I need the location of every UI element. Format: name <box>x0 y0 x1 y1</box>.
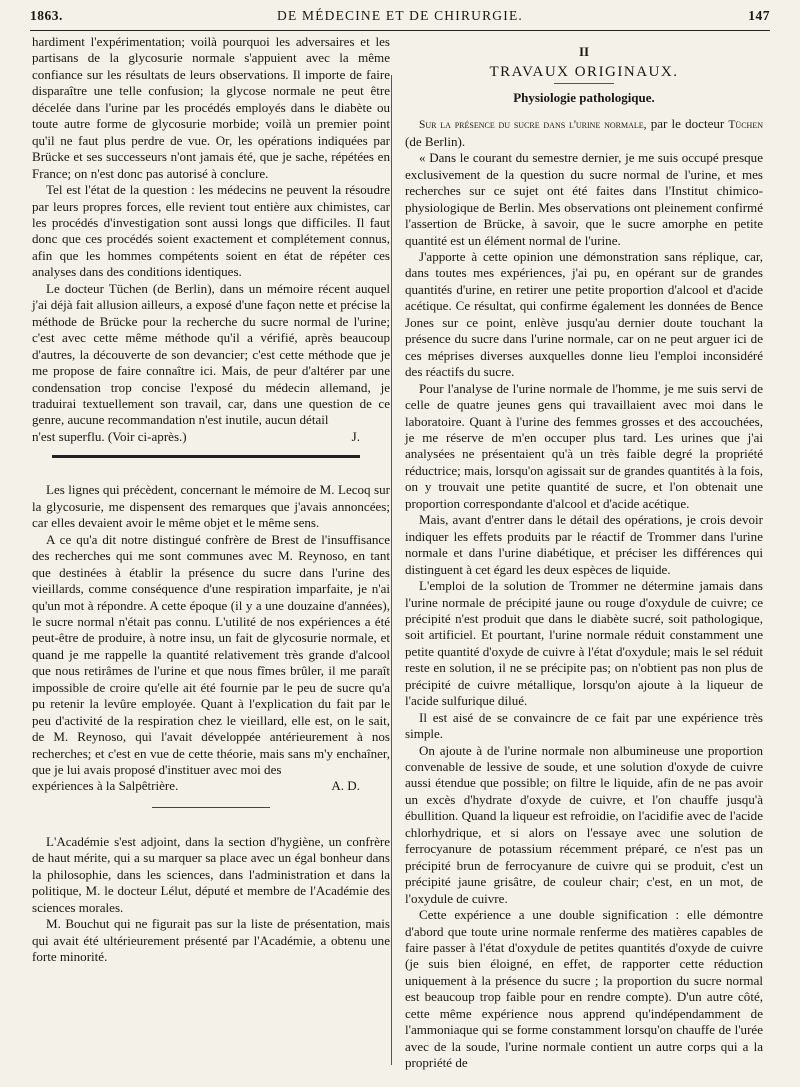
right-paragraph-1: « Dans le courant du semestre dernier, je me suis occupé presque exclusivement de la question du sucre normal de l'urine, et mes recherches sur ce sujet ont été faites dans l'Institut chimico-physiologique de Berlin. Mes observations ont pleinement confirmé l'assertion de Brücke, à savoir, que le sucre amorphe en petite quantité est un élément normal de l'urine. <box>405 150 763 248</box>
right-paragraph-7: On ajoute à de l'urine normale non albumineuse une proportion convenable de lessive de soude, et une solution d'oxyde de cuivre aussi étendue que possible; on filtre le liquide, afin de ne pas avoir un excès d'hydrate d'oxyde de cuivre, et l'on chauffe jusqu'à ébullition. Quand la liqueur est refroidie, on l'acidifie avec de l'acide chlorhydrique, et si alors on l'essaye avec une solution de ferrocyanure de potassium récemment préparé, ce n'est pas un précipité brun de ferrocyanure de cuivre qui se produit, c'est un précipité jaune grisâtre, de couleur chair; c'est, en un mot, de l'oxydule de cuivre. <box>405 742 763 906</box>
right-paragraph-8: Cette expérience a une double signification : elle démontre d'abord que toute urine normale renferme des matières capables de faire passer à l'état d'oxydule de petites quantités d'oxyde de cuivre (je suis bien éloigné, en effet, de rapporter cette réduction uniquement à la présence du sucre ; la proportion du sucre normal est beaucoup trop faible pour en rendre compte). D'un autre côté, cette même expérience nous apprend qu'indépendamment de l'ammoniaque qui se forme constamment lorsqu'on chauffe de l'urée avec de la soude, l'urine normale contient un autre corps qui a la propriété de <box>405 907 763 1071</box>
left-column <box>32 34 390 966</box>
column-divider <box>391 75 392 1065</box>
section-title: TRAVAUX ORIGINAUX. <box>489 64 679 81</box>
left-paragraph-5-closing <box>32 778 390 794</box>
signature: J. <box>351 428 360 444</box>
section-number: II <box>578 44 590 59</box>
section-separator <box>52 455 360 458</box>
page-number: 147 <box>748 8 770 23</box>
right-paragraph-2: J'apporte à cette opinion une démonstration sans réplique, car, dans toutes mes expériences, j'ai pu, en opérant sur de grandes quantités d'urine, en retirer une petite proportion d'alcool et d'acide acétique. Ce résultat, qui confirme également les données de Bence Jones sur ce point, enlève jusqu'au dernier doute touchant la présence du sucre dans l'urine normale, car on ne peut arguer ici de ces méprises diverses auxquelles donne lieu l'emploi inconsidéré des réactifs du sucre. <box>405 248 763 380</box>
right-paragraph-5: L'emploi de la solution de Trommer ne détermine jamais dans l'urine normale de précipité jaune ou rouge d'oxydule de cuivre; ce précipité n'est produit que dans le diabète sucré, soit pathologique, soit artificiel. Et pourtant, l'urine normale réduit constamment une petite quantité d'oxyde de cuivre à l'état d'oxydule; mais le sel réduit reste en solution, il ne se précipite pas; on n'obtient pas non plus de précipité de cuivre métallique, lorsqu'on ajoute à la liqueur de l'acide sulfurique dilué. <box>405 578 763 709</box>
left-paragraph-6: L'Académie s'est adjoint, dans la section d'hygiène, un confrère de haut mérite, qui a su marquer sa place avec un égal bonheur dans la philosophie, dans les sciences, dans l'administration et dans la politique, M. le docteur Lélut, député et membre de l'Académie des sciences morales. <box>32 833 390 915</box>
title-rule <box>554 83 614 84</box>
article-title: Sur la présence du sucre dans l'urine normale, <box>419 119 647 132</box>
left-paragraph-4: Les lignes qui précèdent, concernant le mémoire de M. Lecoq sur la glycosurie, me dispensent des remarques que j'avais annoncées; car elles devaient avoir le même objet et le même sens. <box>32 482 390 531</box>
right-paragraph-4: Mais, avant d'entrer dans le détail des opérations, je crois devoir indiquer les effets produits par le réactif de Trommer dans l'urine normale et dans l'urine diabétique, et préciser les différences qui distinguent à cet égard les deux espèces de liquide. <box>405 512 763 577</box>
signature: A. D. <box>331 778 360 794</box>
closing-line: expériences à la Salpêtrière. <box>32 778 179 794</box>
right-column <box>405 34 763 1072</box>
left-paragraph-3-closing <box>32 429 390 445</box>
left-paragraph-5: A ce qu'a dit notre distingué confrère de Brest de l'insuffisance des recherches qui me sont communes avec M. Reynoso, en tant que destinées à établir la présence du sucre dans l'urine des vieillards, comme conséquence d'une respiration imparfaite, je n'ai qu'un mot à répondre. A cette époque (il y a une douzaine d'années), le sucre normal n'était pas connu. L'utilité de nos expériences a été peut-être de produire, à notre insu, un fait de glycosurie normale, et quand je me rappelle la quantité relativement très grande d'alcool que nous retirâmes de l'urine et que nous fîmes brûler, il me paraît impossible de croire qu'elle ait été fournie par le peu de sucre qu'a pu retenir la levûre employée. Quant à l'explication du fait par le peu d'activité de la respiration chez le vieillard, elle est, on le sait, de M. Reynoso, qui l'avait développée antérieurement à nos recherches; et c'est en vue de cette théorie, mais sans m'y enchaîner, que je lui avais proposé d'instituer avec moi des <box>32 531 390 778</box>
journal-title: DE MÉDECINE ET DE CHIRURGIE. <box>277 8 523 23</box>
closing-line: n'est superflu. (Voir ci-après.) <box>32 428 187 444</box>
article-heading <box>405 116 763 150</box>
article-author: Tüchen <box>728 119 763 132</box>
left-paragraph-7: M. Bouchut qui ne figurait pas sur la liste de présentation, mais qui avait été ultérieurement présenté par l'Académie, a obtenu une forte minorité. <box>32 916 390 965</box>
separator-rule <box>152 807 270 808</box>
subsection-title: Physiologie pathologique. <box>513 89 655 105</box>
left-paragraph-3: Le docteur Tüchen (de Berlin), dans un mémoire récent auquel j'ai déjà fait allusion ailleurs, a exposé d'une façon nette et précise la méthode de Brücke pour la recherche du sucre normal de l'urine; c'est avec cette même méthode qu'il a vérifié, après beaucoup d'autres, la découverte de son devancier; c'est cette méthode que je me propose de faire connaître ici. Mais, de peur d'altérer par une condensation trop concise l'exposé du médecin allemand, je traduirai textuellement son travail, car, dans une question de ce genre, aucune recommandation n'est inutile, aucun détail <box>32 280 390 428</box>
running-head <box>30 8 770 30</box>
year: 1863. <box>30 8 63 23</box>
article-place: (de Berlin). <box>405 133 466 149</box>
article-by: par le docteur <box>646 116 729 132</box>
left-paragraph-1: hardiment l'expérimentation; voilà pourquoi les adversaires et les partisans de la glycosurie normale s'appuient avec la même confiance sur les résultats de leurs observations. Il importe de faire disparaître une telle confusion; la glycose normale ne peut être décelée dans l'urine par les procédés employés dans le diabète ou toute autre forme de glycosurie morbide; voilà un premier point qu'il ne faut plus perdre de vue. Or, les opérations indiquées par Brücke et ses successeurs n'ont jamais été, que je sache, répétées en France; on n'est donc pas autorisé à conclure. <box>32 34 390 181</box>
right-paragraph-6: Il est aisé de se convaincre de ce fait par une expérience très simple. <box>405 709 763 742</box>
left-paragraph-2: Tel est l'état de la question : les médecins ne peuvent la résoudre par leurs propres forces, elle revient tout entière aux chimistes, car les procédés d'investigation sont aussi longs que difficiles. Il faut donc que ces procédés soient exactement et complétement connus, afin que les hommes compétents soient en état de répéter ces analyses dans des conditions identiques. <box>32 182 390 280</box>
header-rule <box>30 30 770 31</box>
right-paragraph-3: Pour l'analyse de l'urine normale de l'homme, je me suis servi de celle de quatre jeunes gens qui travaillaient avec moi dans le laboratoire. Quant à l'urine des femmes grosses et des accouchées, je me réserve de m'en occuper plus tard. Les urines que j'ai analysées ne présentaient qu'à un très faible degré la propriété réductrice; mais, lorsqu'on agissait sur de grandes quantités à la fois, on y trouvait une petite quantité de sucre, et l'on obtenait une proportion correspondante d'alcool et d'acide acétique. <box>405 380 763 511</box>
